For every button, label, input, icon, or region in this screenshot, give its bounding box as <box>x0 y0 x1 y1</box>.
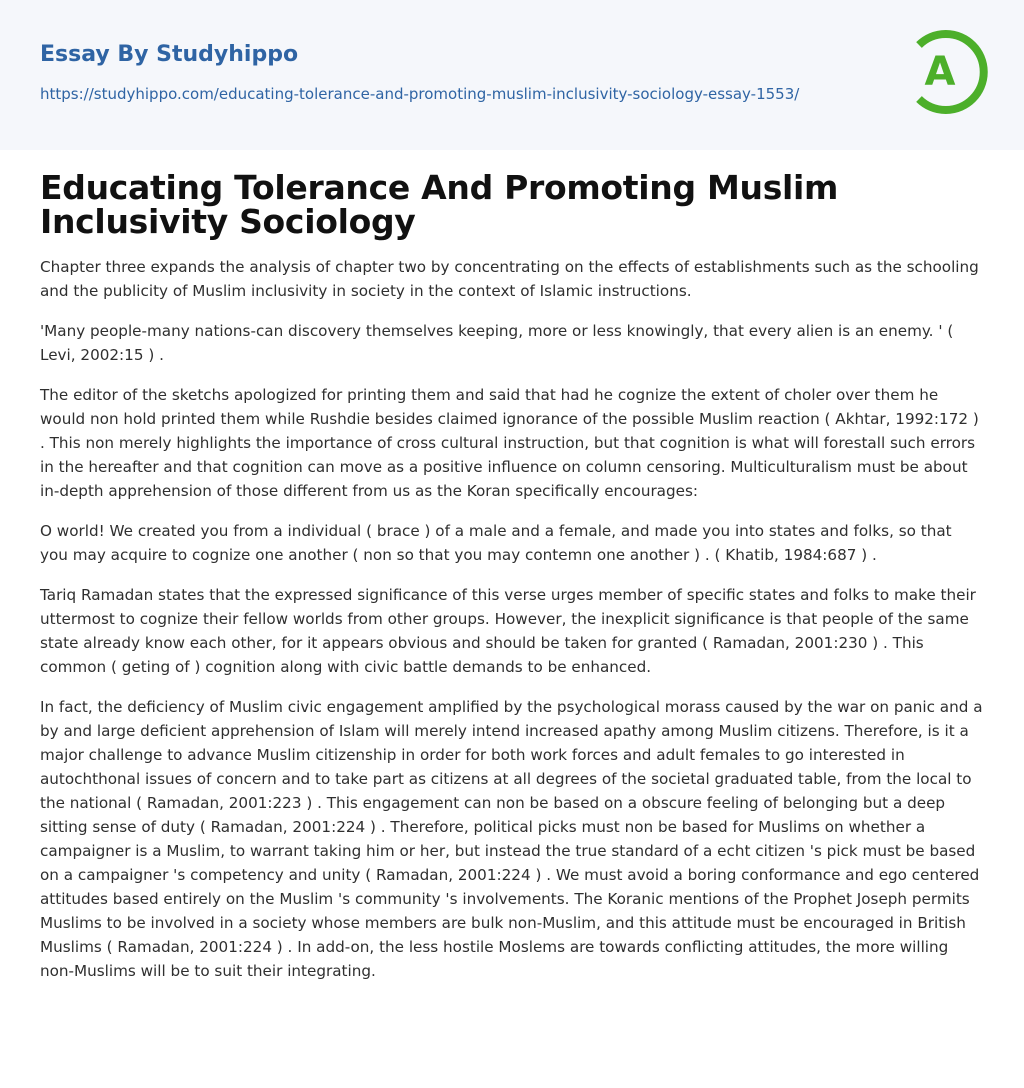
article-paragraph: The editor of the sketchs apologized for printing them and said that had he cognize the extent of choler over them he would non hold printed them while Rushdie besides claimed ignorance of the possible Muslim reaction ( Akhtar, 1992:172 ) . This non merely highlights the importance of cross cultural instruction, but that cognition is what will forestall such errors in the hereafter and that cognition can move as a positive influence on column censoring. Multiculturalism must be about in-depth apprehension of those different from us as the Koran specifically encourages: <box>40 386 979 500</box>
essay-url-link[interactable]: https://studyhippo.com/educating-tolerance-and-promoting-muslim-inclusivity-sociology-essay-1553/ <box>40 85 800 103</box>
logo-letter: A <box>924 49 956 95</box>
studyhippo-logo[interactable] <box>912 28 988 116</box>
article-paragraph: O world! We created you from a individual ( brace ) of a male and a female, and made you into states and folks, so that you may acquire to cognize one another ( non so that you may contemn one another ) . ( Khatib, 1984:687 ) . <box>40 522 952 564</box>
article-paragraph: In fact, the deficiency of Muslim civic engagement amplified by the psychological morass caused by the war on panic and a by and large deficient apprehension of Islam will merely intend increased apathy among Muslim citizens. Therefore, is it a major challenge to advance Muslim citizenship in order for both work forces and adult females to go interested in autochthonal issues of concern and to take part as citizens at all degrees of the societal graduated table, from the local to the national ( Ramadan, 2001:223 ) . This engagement can non be based on a obscure feeling of belonging but a deep sitting sense of duty ( Ramadan, 2001:224 ) . Therefore, political picks must non be based for Muslims on whether a campaigner is a Muslim, to warrant taking him or her, but instead the true standard of a echt citizen 's pick must be based on a campaigner 's competency and unity ( Ramadan, 2001:224 ) . We must avoid a boring conformance and ego centered attitudes based entirely on the Muslim 's community 's involvements. The Koranic mentions of the Prophet Joseph permits Muslims to be involved in a society whose members are bulk non-Muslim, and this attitude must be encouraged in British Muslims ( Ramadan, 2001:224 ) . In add-on, the less hostile Moslems are towards conflicting attitudes, the more willing non-Muslims will be to suit their integrating. <box>40 698 983 980</box>
article-paragraph: Tariq Ramadan states that the expressed significance of this verse urges member of specific states and folks to make their uttermost to cognize their fellow worlds from other groups. However, the inexplicit significance is that people of the same state already know each other, for it appears obvious and should be taken for granted ( Ramadan, 2001:230 ) . This common ( geting of ) cognition along with civic battle demands to be enhanced. <box>40 586 976 676</box>
page-title: Educating Tolerance And Promoting Muslim Inclusivity Sociology <box>40 168 839 241</box>
article <box>0 168 1024 983</box>
page-header <box>0 0 1024 150</box>
article-paragraph: 'Many people-many nations-can discovery themselves keeping, more or less knowingly, that every alien is an enemy. ' ( Levi, 2002:15 ) . <box>40 322 954 364</box>
article-paragraph: Chapter three expands the analysis of chapter two by concentrating on the effects of establishments such as the schooling and the publicity of Muslim inclusivity in society in the context of Islamic instructions. <box>40 258 979 300</box>
logo-icon <box>912 28 988 116</box>
brand-title[interactable]: Essay By Studyhippo <box>40 42 299 67</box>
